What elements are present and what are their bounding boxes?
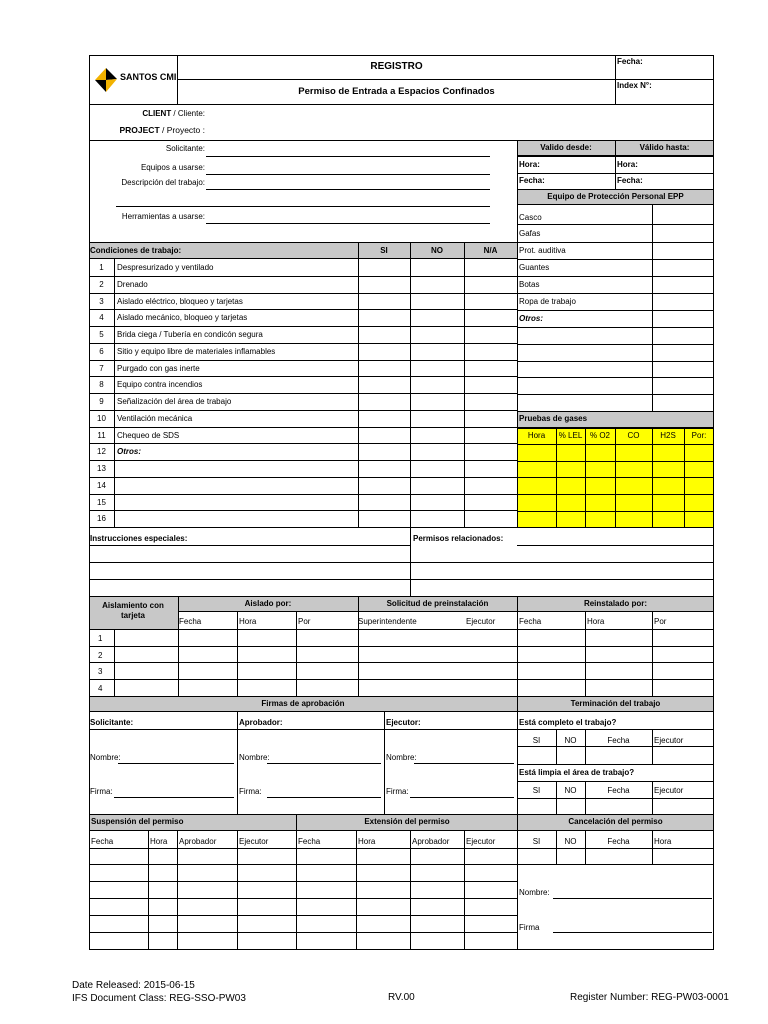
valido-desde: Valido desde: [540,143,592,152]
cond-row-text: Equipo contra incendios [117,380,203,389]
sig-solicitante: Solicitante: [90,718,134,727]
iso-row-4: 4 [98,684,103,693]
susp-ejecutor: Ejecutor [239,837,269,846]
iso-row-2: 2 [98,651,103,660]
term1-no: NO [564,736,577,745]
extension-header: Extensión del permiso [364,817,450,826]
epp-guantes: Guantes [519,263,550,272]
solicitud-preinstalacion: Solicitud de preinstalación [386,599,489,608]
instr-especiales: Instrucciones especiales: [90,534,188,543]
sig-aprobador-firma: Firma: [239,787,262,796]
canc-fecha: Fecha [607,837,630,846]
term-completo: Está completo el trabajo? [519,718,617,727]
cond-row-number: 13 [97,464,106,473]
desde-fecha: Fecha: [519,176,545,185]
cond-row-number: 9 [99,397,104,406]
aislado-por: Aislado por: [244,599,292,608]
canc-no: NO [564,837,577,846]
iso-col-por: Por [298,617,311,626]
terminacion-header: Terminación del trabajo [570,699,661,708]
santos-logo-icon [94,67,118,93]
herramientas-label: Herramientas a usarse: [121,212,205,221]
canc-nombre: Nombre: [519,888,550,897]
client-label: CLIENT / Cliente: [142,109,205,118]
sig-solicitante-nombre: Nombre: [90,753,121,762]
ext-fecha: Fecha [298,837,321,846]
susp-hora: Hora [150,837,168,846]
term1-ejecutor: Ejecutor [654,736,684,745]
cond-row-text: Drenado [117,280,148,289]
suspension-header: Suspensión del permiso [91,817,184,826]
gases-header: Pruebas de gases [519,414,588,423]
iso-col-fecha: Fecha [179,617,202,626]
company-name: SANTOS CMI [120,72,177,82]
sig-ejecutor-nombre: Nombre: [386,753,417,762]
iso-col-hora: Hora [239,617,257,626]
epp-ropa: Ropa de trabajo [519,297,576,306]
cond-row-number: 10 [97,414,106,423]
ext-aprobador: Aprobador [412,837,450,846]
footer-register: Register Number: REG-PW03-0001 [570,992,729,1003]
cond-row-number: 15 [97,498,106,507]
term1-fecha: Fecha [607,736,630,745]
canc-hora: Hora [654,837,672,846]
cond-row-number: 12 [97,447,106,456]
desde-hora: Hora: [519,160,540,169]
form-title: Permiso de Entrada a Espacios Confinados [298,86,495,97]
footer-ifs-class: IFS Document Class: REG-SSO-PW03 [72,993,246,1004]
footer-revision: RV.00 [388,992,415,1003]
iso-row-1: 1 [98,634,103,643]
cond-row-number: 16 [97,514,106,523]
ext-ejecutor: Ejecutor [466,837,496,846]
hasta-hora: Hora: [617,160,638,169]
registro-title: REGISTRO [370,61,423,72]
cond-row-number: 14 [97,481,106,490]
term2-fecha: Fecha [607,786,630,795]
susp-aprobador: Aprobador [179,837,217,846]
epp-botas: Botas [519,280,540,289]
cond-no: NO [431,246,443,255]
ext-hora: Hora [358,837,376,846]
sig-ejecutor-firma: Firma: [386,787,409,796]
cond-row-text: Chequeo de SDS [117,431,180,440]
sig-ejecutor: Ejecutor: [386,718,421,727]
gas-col-por: Por: [691,431,707,440]
cond-row-text: Señalización del área de trabajo [117,397,232,406]
hasta-fecha: Fecha: [617,176,643,185]
cond-row-number: 7 [99,364,104,373]
reinstalado-por: Reinstalado por: [583,599,648,608]
project-label: PROJECT / Proyecto : [119,125,205,135]
gas-col-co: CO [627,431,640,440]
term-limpia: Está limpia el área de trabajo? [519,768,635,777]
equipos-label: Equipos a usarse: [140,163,205,172]
sig-aprobador: Aprobador: [239,718,283,727]
iso-col-ejecutor: Ejecutor [466,617,496,626]
aislamiento-tarjeta: Aislamiento con tarjeta [102,601,164,620]
gas-col-o2: % O2 [589,431,610,440]
cond-row-number: 8 [99,380,104,389]
canc-firma: Firma [519,923,540,932]
iso-row-3: 3 [98,667,103,676]
cond-row-number: 5 [99,330,104,339]
cond-row-number: 11 [97,431,106,440]
gas-col-h2s: H2S [660,431,676,440]
cond-row-text: Purgado con gas inerte [117,364,200,373]
permisos-relacionados: Permisos relacionados: [413,534,504,543]
iso-col-hora2: Hora [587,617,605,626]
cond-na: N/A [483,246,498,255]
cond-row-text: Ventilación mecánica [117,414,193,423]
term2-si: SI [532,786,541,795]
descripcion-label: Descripción del trabajo: [121,178,205,187]
term2-ejecutor: Ejecutor [654,786,684,795]
cond-row-text: Aislado mecánico, bloqueo y tarjetas [117,313,248,322]
cond-row-number: 4 [99,313,104,322]
cond-row-text: Otros: [117,447,141,456]
sig-solicitante-firma: Firma: [90,787,113,796]
epp-otros: Otros: [519,314,543,323]
term2-no: NO [564,786,577,795]
epp-gafas: Gafas [519,229,541,238]
footer-released: Date Released: 2015-06-15 [72,980,195,991]
cond-row-number: 1 [99,263,104,272]
firmas-header: Firmas de aprobación [261,699,345,708]
cond-row-text: Despresurizado y ventilado [117,263,214,272]
cond-si: SI [380,246,388,255]
canc-si: SI [532,837,541,846]
valido-hasta: Válido hasta: [639,143,690,152]
iso-col-fecha2: Fecha [519,617,542,626]
susp-fecha: Fecha [91,837,114,846]
fecha-label: Fecha: [617,57,643,66]
epp-header: Equipo de Protección Personal EPP [547,192,684,201]
epp-auditiva: Prot. auditiva [519,246,566,255]
cond-row-number: 3 [99,297,104,306]
cond-row-text: Aislado eléctrico, bloqueo y tarjetas [117,297,243,306]
iso-col-por2: Por [654,617,667,626]
cond-row-text: Sitio y equipo libre de materiales inflamables [117,347,276,356]
epp-casco: Casco [519,213,542,222]
cond-row-number: 6 [99,347,104,356]
index-label: Index N°: [617,81,652,90]
cond-row-number: 2 [99,280,104,289]
iso-col-superintendente: Superintendente [358,617,417,626]
cancelacion-header: Cancelación del permiso [568,817,663,826]
gas-col-lel: % LEL [558,431,583,440]
term1-si: SI [532,736,541,745]
gas-col-hora: Hora [527,431,546,440]
solicitante-label: Solicitante: [165,144,205,153]
cond-row-text: Brida ciega / Tubería en condicón segura [117,330,263,339]
sig-aprobador-nombre: Nombre: [239,753,270,762]
cond-header: Condiciones de trabajo: [90,246,182,255]
